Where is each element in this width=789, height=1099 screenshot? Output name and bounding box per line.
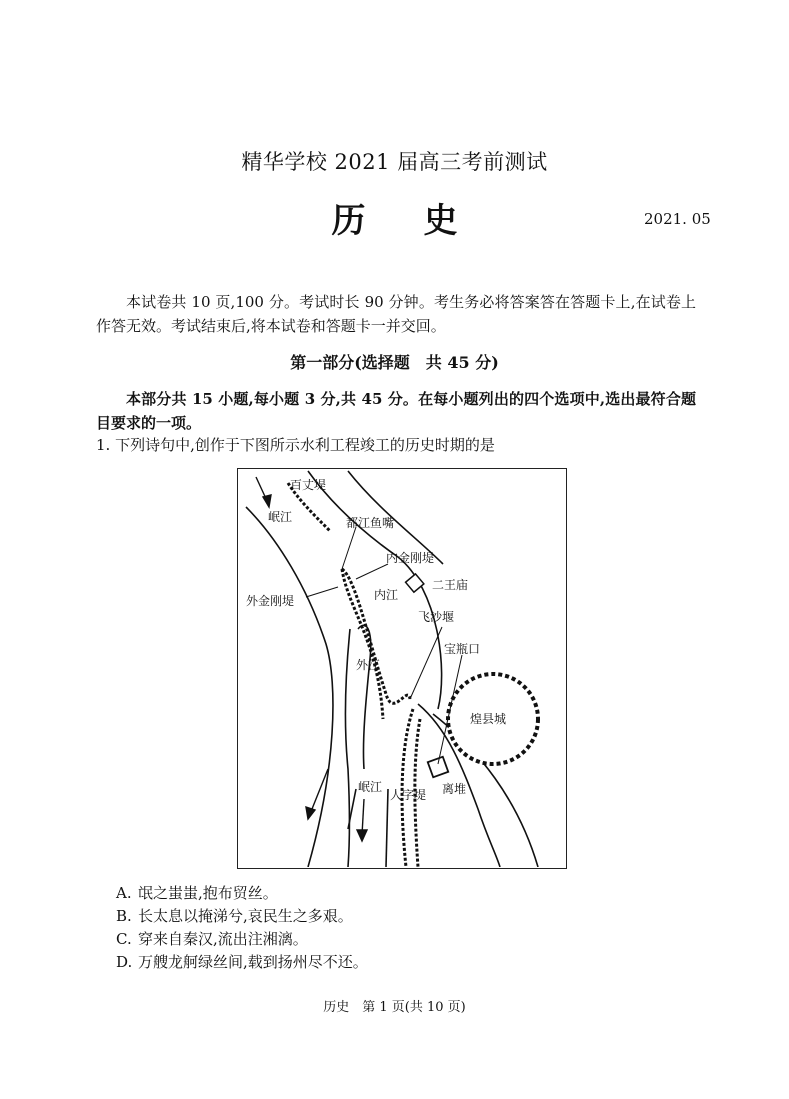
map-label-feishayan: 飞沙堰 (418, 610, 455, 624)
page-footer: 历史 第 1 页(共 10 页) (323, 1000, 466, 1015)
map-label-guanxian: 煌县城 (470, 712, 507, 726)
flow-arrow-west (306, 807, 315, 819)
option-d[interactable] (116, 951, 368, 974)
option-letter: A. (116, 884, 132, 902)
flow-arrow-north (263, 495, 271, 507)
river-bank-west (246, 507, 333, 867)
subject-title: 历史 (331, 201, 516, 241)
map-label-lidui: 离堆 (442, 782, 467, 796)
lidui-icon (428, 757, 449, 778)
map-label-waijingang: 外金刚堤 (246, 594, 295, 608)
flow-arrow-south (357, 830, 367, 841)
option-c[interactable] (116, 928, 368, 951)
part-description: 本部分共 15 小题,每小题 3 分,共 45 分。在每小题列出的四个选项中,选出最符合题目要求的一项。 (96, 390, 696, 432)
exam-date: 2021. 05 (644, 210, 711, 228)
option-letter: C. (116, 930, 132, 948)
option-a[interactable] (116, 882, 368, 905)
exam-instructions: 本试卷共 10 页,100 分。考试时长 90 分钟。考生务必将答案答在答题卡上,在试卷上作答无效。考试结束后,将本试卷和答题卡一并交回。 (96, 293, 696, 335)
answer-options (116, 882, 368, 974)
map-label-neijingang: 内金刚堤 (386, 551, 435, 565)
map-label-minjiang-top: 岷江 (268, 510, 293, 524)
school-title: 精华学校 2021 届高三考前测试 (241, 150, 548, 174)
map-label-baopingkou: 宝瓶口 (444, 642, 481, 656)
option-text: 氓之蚩蚩,抱布贸丝。 (138, 884, 278, 902)
island-west-bank (345, 629, 350, 867)
map-label-erwang: 二王庙 (432, 578, 469, 592)
map-label-dujiang: 都江鱼嘴 (346, 516, 395, 530)
map-label-baizhang: 百丈堤 (290, 478, 327, 492)
map-label-renzi: 人字堤 (390, 788, 427, 802)
part-title: 第一部分(选择题 共 45 分) (290, 353, 499, 372)
option-text: 穿来自秦汉,流出注湘漓。 (138, 930, 308, 948)
dujiangyan-map (237, 468, 567, 869)
question-stem: 1. 下列诗句中,创作于下图所示水利工程竣工的历史时期的是 (96, 436, 495, 454)
map-label-neijiang: 内江 (374, 588, 399, 602)
option-text: 万艘龙舸绿丝间,载到扬州尽不还。 (138, 953, 368, 971)
option-b[interactable] (116, 905, 368, 928)
temple-icon (406, 574, 424, 592)
map-label-waijiang: 外江 (356, 658, 381, 672)
option-letter: B. (116, 907, 132, 925)
option-letter: D. (116, 953, 133, 971)
option-text: 长太息以掩涕兮,哀民生之多艰。 (138, 907, 353, 925)
map-label-minjiang-bottom: 岷江 (358, 780, 383, 794)
